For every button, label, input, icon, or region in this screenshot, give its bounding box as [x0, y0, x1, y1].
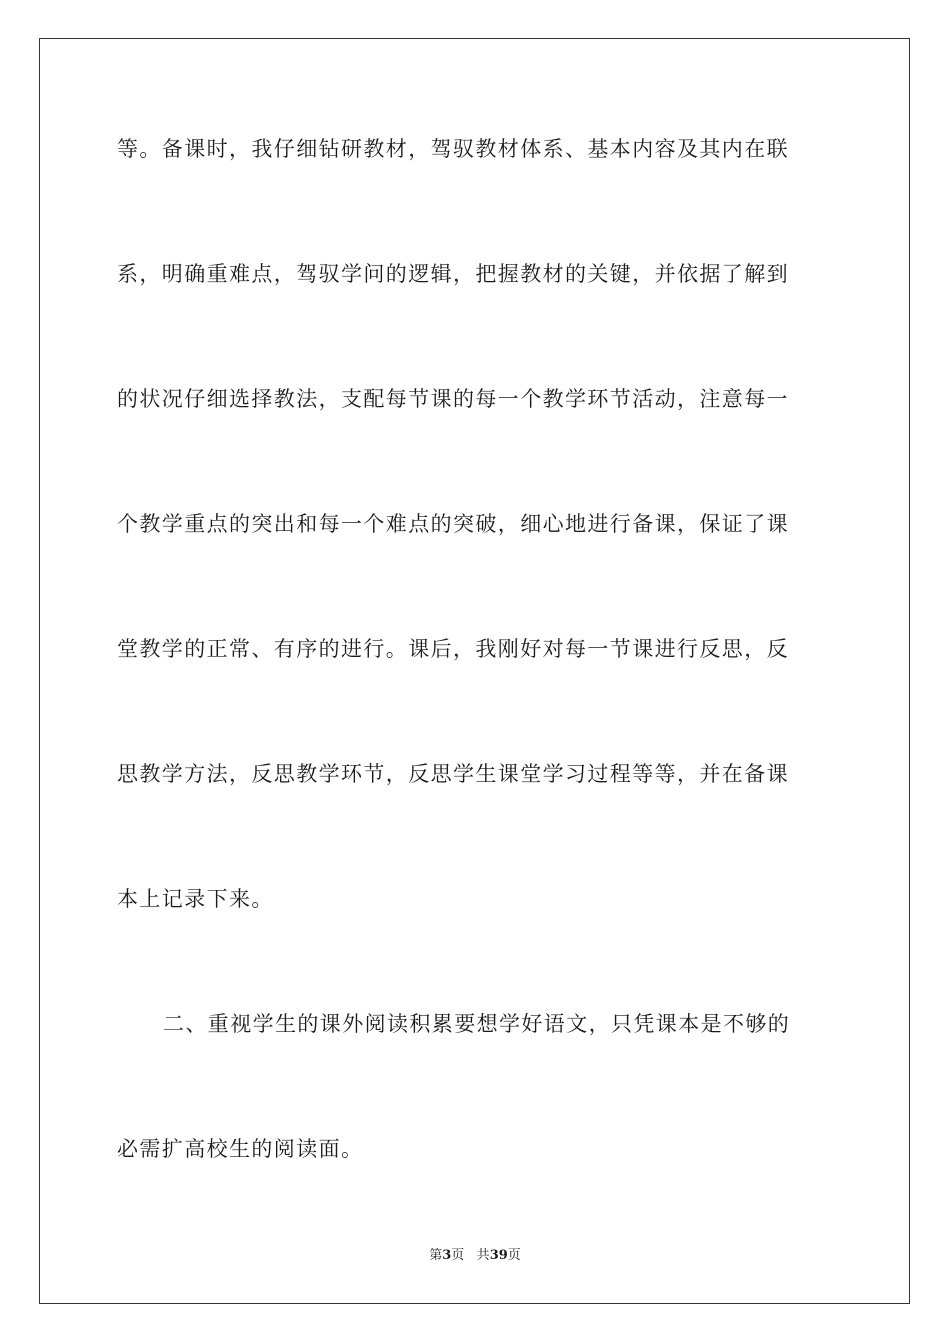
page-prefix: 第	[429, 1248, 443, 1263]
body-text-line: 必需扩高校生的阅读面。	[117, 1137, 364, 1161]
total-suffix: 页	[507, 1248, 521, 1263]
page-border	[39, 38, 910, 1304]
total-prefix: 共	[476, 1248, 490, 1263]
body-text-line: 本上记录下来。	[117, 887, 274, 911]
body-text-line: 个教学重点的突出和每一个难点的突破，细心地进行备课，保证了课	[117, 512, 789, 536]
section-heading-line: 二、重视学生的课外阅读积累要想学好语文，只凭课本是不够的	[163, 1012, 791, 1036]
page-suffix: 页	[451, 1248, 465, 1263]
total-pages: 39	[489, 1248, 508, 1263]
page-number: 3	[442, 1248, 452, 1263]
body-text-line: 堂教学的正常、有序的进行。课后，我刚好对每一节课进行反思，反	[117, 637, 789, 661]
page-footer	[0, 1247, 950, 1265]
body-text-line: 等。备课时，我仔细钻研教材，驾驭教材体系、基本内容及其内在联	[117, 137, 789, 161]
body-text-line: 系，明确重难点，驾驭学问的逻辑，把握教材的关键，并依据了解到	[117, 262, 789, 286]
body-text-line: 的状况仔细选择教法，支配每节课的每一个教学环节活动，注意每一	[117, 387, 789, 411]
body-text-line: 思教学方法，反思教学环节，反思学生课堂学习过程等等，并在备课	[117, 762, 789, 786]
